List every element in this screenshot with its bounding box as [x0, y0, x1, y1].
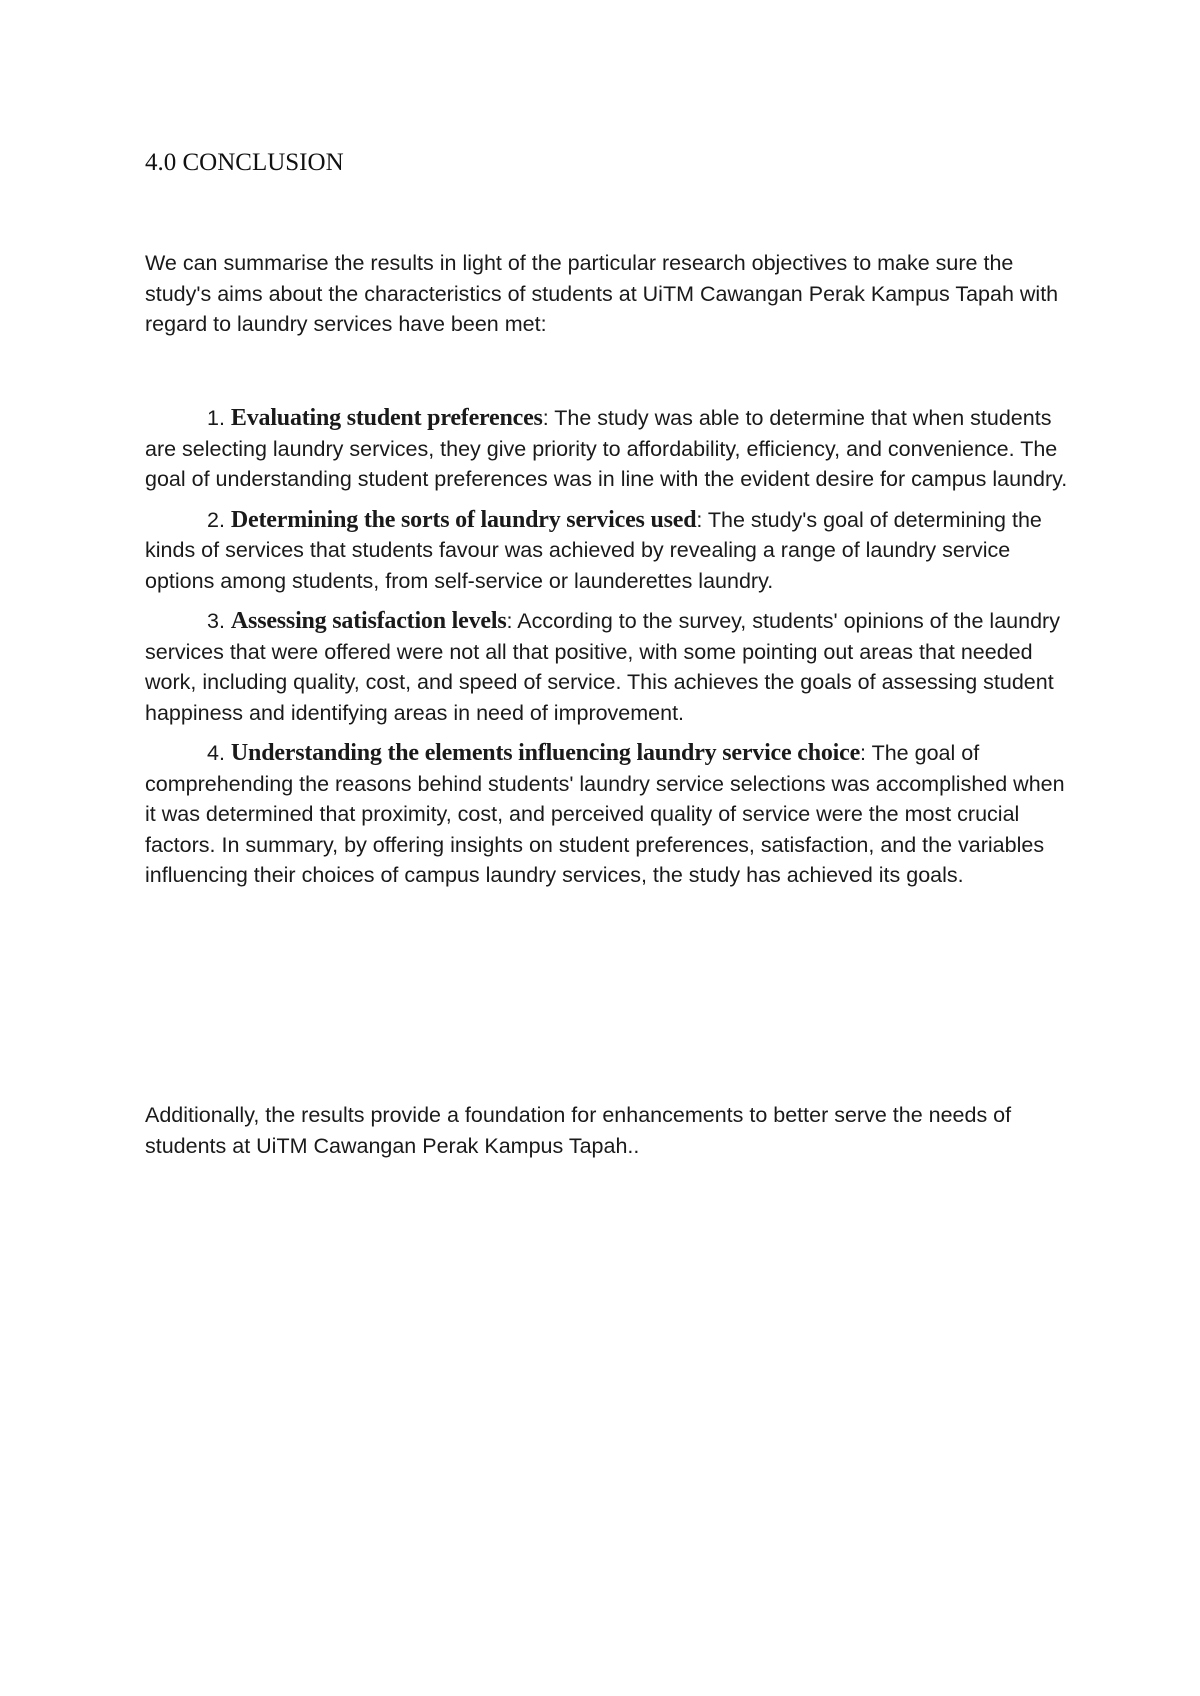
objectives-list: [145, 403, 1070, 901]
list-item-text: : The study's goal of determining the kinds of services that students favour was achieved by revealing a range of laundry service options among students, from self-service or launderettes laundry.: [145, 507, 1042, 593]
list-item: [145, 606, 1070, 728]
list-item-number: 1.: [207, 406, 225, 430]
list-item-number: 2.: [207, 507, 225, 532]
list-item: [145, 505, 1070, 597]
list-item-text: : The study was able to determine that when students are selecting laundry services, they give priority to affordability, efficiency, and convenience. The goal of understanding student preferences was in line with the evident desire for campus laundry.: [145, 406, 1068, 491]
intro-paragraph: We can summarise the results in light of the particular research objectives to make sure the study's aims about the characteristics of students at UiTM Cawangan Perak Kampus Tapah with regard to laundry services have been met:: [145, 251, 1059, 336]
list-item-title: Assessing satisfaction levels: [230, 608, 507, 634]
list-item-title: Determining the sorts of laundry services used: [230, 506, 697, 533]
list-item-text: : According to the survey, students' opinions of the laundry services that were offered were not all that positive, with some pointing out areas that needed work, including quality, cost, and speed of service. This achieves the goals of assessing student happiness and identifying areas in need of improvement.: [145, 609, 1060, 725]
list-item: [145, 403, 1070, 495]
section-heading: 4.0 CONCLUSION: [145, 149, 344, 176]
list-item-title: Understanding the elements influencing laundry service choice: [230, 740, 861, 766]
list-item-title: Evaluating student preferences: [230, 405, 543, 431]
list-item-number: 3.: [207, 609, 225, 633]
list-item-text: : The goal of comprehending the reasons behind students' laundry service selections was accomplished when it was determined that proximity, cost, and perceived quality of service were the most crucial factors. In summary, by offering insights on student preferences, satisfaction, and the variables influencing their choices of campus laundry services, the study has achieved its goals.: [145, 741, 1065, 887]
closing-paragraph: Additionally, the results provide a foundation for enhancements to better serve the needs of students at UiTM Cawangan Perak Kampus Tapah..: [145, 1103, 1012, 1158]
list-item: [145, 738, 1070, 891]
list-item-number: 4.: [207, 741, 225, 765]
